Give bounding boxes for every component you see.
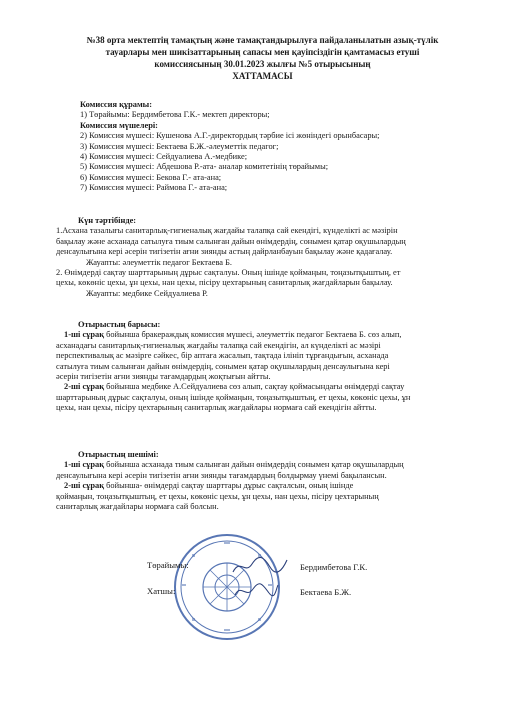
agenda-title: Күн тәртібінде: bbox=[78, 216, 137, 225]
proceedings-line: сатылуға тиым салынған дайын өнімдердің, сонымен қатар оқушылардың денсаулығына кері bbox=[56, 361, 390, 371]
d1-label: 1-ші сұрақ bbox=[64, 460, 105, 470]
agenda-responsible: Жауапты: медбике Сейдуалиева Р. bbox=[86, 288, 208, 298]
proceedings-section bbox=[56, 320, 496, 414]
decision-line: қоймаңын, тоңазытқыштың, ет цехы, көкөніс цехы, ұн цехы, нан цехы, пісіру цехтарының bbox=[56, 491, 379, 501]
agenda-item-line: денсаулығына кері әсерін тигізетін ағни зиянды астың дайрланбауын бақылау және қадағалау. bbox=[56, 247, 393, 257]
document-header bbox=[40, 34, 485, 82]
secretary-role: Хатшы: bbox=[147, 586, 176, 596]
header-title: ХАТТАМАСЫ bbox=[232, 71, 293, 81]
q1-label: 1-ші сұрақ bbox=[64, 330, 105, 340]
member-line: 4) Комиссия мүшесі: Сейдуалиева А.-медбике; bbox=[80, 152, 248, 162]
proceedings-line: асханадағы санитарлық-гигиеналық жағдайы талапқа сай екендігін, ал күнделікті ас мәзірі bbox=[56, 340, 381, 350]
agenda-section bbox=[56, 216, 496, 299]
chair-role: Төрайымы: bbox=[147, 560, 189, 570]
composition-section bbox=[80, 100, 510, 194]
member-line: 3) Комиссия мүшесі: Бектаева Б.Ж.-әлеуметтік педагог; bbox=[80, 141, 279, 151]
header-line-3: комиссиясының 30.01.2023 жылғы №5 отырысының bbox=[154, 59, 371, 69]
member-line: 7) Комиссия мүшесі: Раймова Г.- ата-ана; bbox=[80, 183, 228, 193]
proceedings-title: Отырыстың барысы: bbox=[78, 320, 161, 329]
members-title: Комиссия мүшелері: bbox=[80, 120, 158, 130]
member-line: 5) Комиссия мүшесі: Абдешова Р.-ата- аналар комитетінің төрайымы; bbox=[80, 162, 329, 172]
agenda-item-line: 2. Өнімдерді сақтау шарттарының дұрыс сақталуы. Оның ішінде қоймаңын, тоңазытқыштың, ет bbox=[56, 268, 401, 278]
decision-d2-first-line: 2-ші сұрақ бойынша- өнімдерді сақтау шарттары дұрыс сақталсын, оның ішінде bbox=[64, 481, 354, 491]
member-line: 6) Комиссия мүшесі: Бекова Г.- ата-ана; bbox=[80, 172, 222, 182]
d2-label: 2-ші сұрақ bbox=[64, 481, 105, 491]
decision-section bbox=[56, 450, 496, 512]
agenda-item-line: цехы, көкөніс цехы, ұн цехы, нан цехы, пісіру цехтарының санитарлық жағдайларын бақылау. bbox=[56, 278, 393, 288]
chair-name: Бердимбетова Г.К. bbox=[300, 562, 368, 572]
q2-label: 2-ші сұрақ bbox=[64, 382, 105, 392]
header-line-2: тауарлары мен шикізаттарының сапасы мен қауіпсіздігін қамтамасыз етуші bbox=[105, 47, 420, 57]
proceedings-line: перспективалық ас мәзірге сәйкес, бір аптаға жасалып, тақтада ілініп тұрғандығын, асханада bbox=[56, 351, 389, 361]
decision-line: санитарлық жағдайлары нормаға сай болсын. bbox=[56, 502, 219, 512]
decision-d1-first-line: 1-ші сұрақ бойынша асханада тиым салынған дайын өнімдердің сонымен қатар оқушылардың bbox=[64, 460, 404, 470]
proceedings-line: шарттарының дұрыс сақталуы, оның ішінде қоймаңын, тоңазытқыштың, ет цехы, көкөніс цехы, ұн bbox=[56, 392, 411, 402]
decision-line: денсаулығына кері әсерін тигізетін ағни зиянды тағамдардың болдырмау үнемі бақылансын. bbox=[56, 470, 387, 480]
agenda-responsible: Жауапты: әлеуметтік педагог Бектаева Б. bbox=[86, 257, 233, 267]
member-line: 2) Комиссия мүшесі: Кушенова А.Г.-директордың тәрбие ісі жөніндегі орынбасары; bbox=[80, 131, 380, 141]
header-line-1: №38 орта мектептің тамақтың және тамақтандырылуға пайдаланылатын азық-түлік bbox=[86, 35, 439, 45]
proceedings-line: әсерін тигізетін ағни зиянды тағамдардың жоқтығын айтты. bbox=[56, 372, 271, 382]
agenda-item-line: бақылау және асханада сатылуға тиым салынған дайын өнімдердің, сонымен қатар оқушылардың bbox=[56, 236, 406, 246]
proceedings-q1-first-line: 1-ші сұрақ бойынша бракераждық комиссия мүшесі, әлеуметтік педагог Бектаева Б. сөз алып, bbox=[64, 330, 402, 340]
composition-title: Комиссия құрамы: bbox=[80, 100, 152, 109]
proceedings-q2-first-line: 2-ші сұрақ бойынша медбике А.Сейдуалиева сөз алып, сақтау қоймасындағы өнімдерді сақтау bbox=[64, 382, 405, 392]
secretary-name: Бектаева Б.Ж. bbox=[300, 587, 352, 597]
agenda-item-line: 1.Асхана тазалығы санитарлық-гигиеналық жағдайы талапқа сай екендігі, күнделікті ас мәзірін bbox=[56, 226, 398, 236]
proceedings-line: цехы, нан цехы, пісіру цехтарының санитарлық жағдайлары нормаға сай екендігін айтты. bbox=[56, 403, 377, 413]
decision-title: Отырыстың шешімі: bbox=[78, 450, 159, 459]
secretary-signature-icon bbox=[232, 580, 280, 602]
composition-chair: 1) Төрайымы: Бердимбетова Г.К.- мектеп директоры; bbox=[80, 110, 270, 120]
chair-signature-icon bbox=[230, 553, 290, 579]
